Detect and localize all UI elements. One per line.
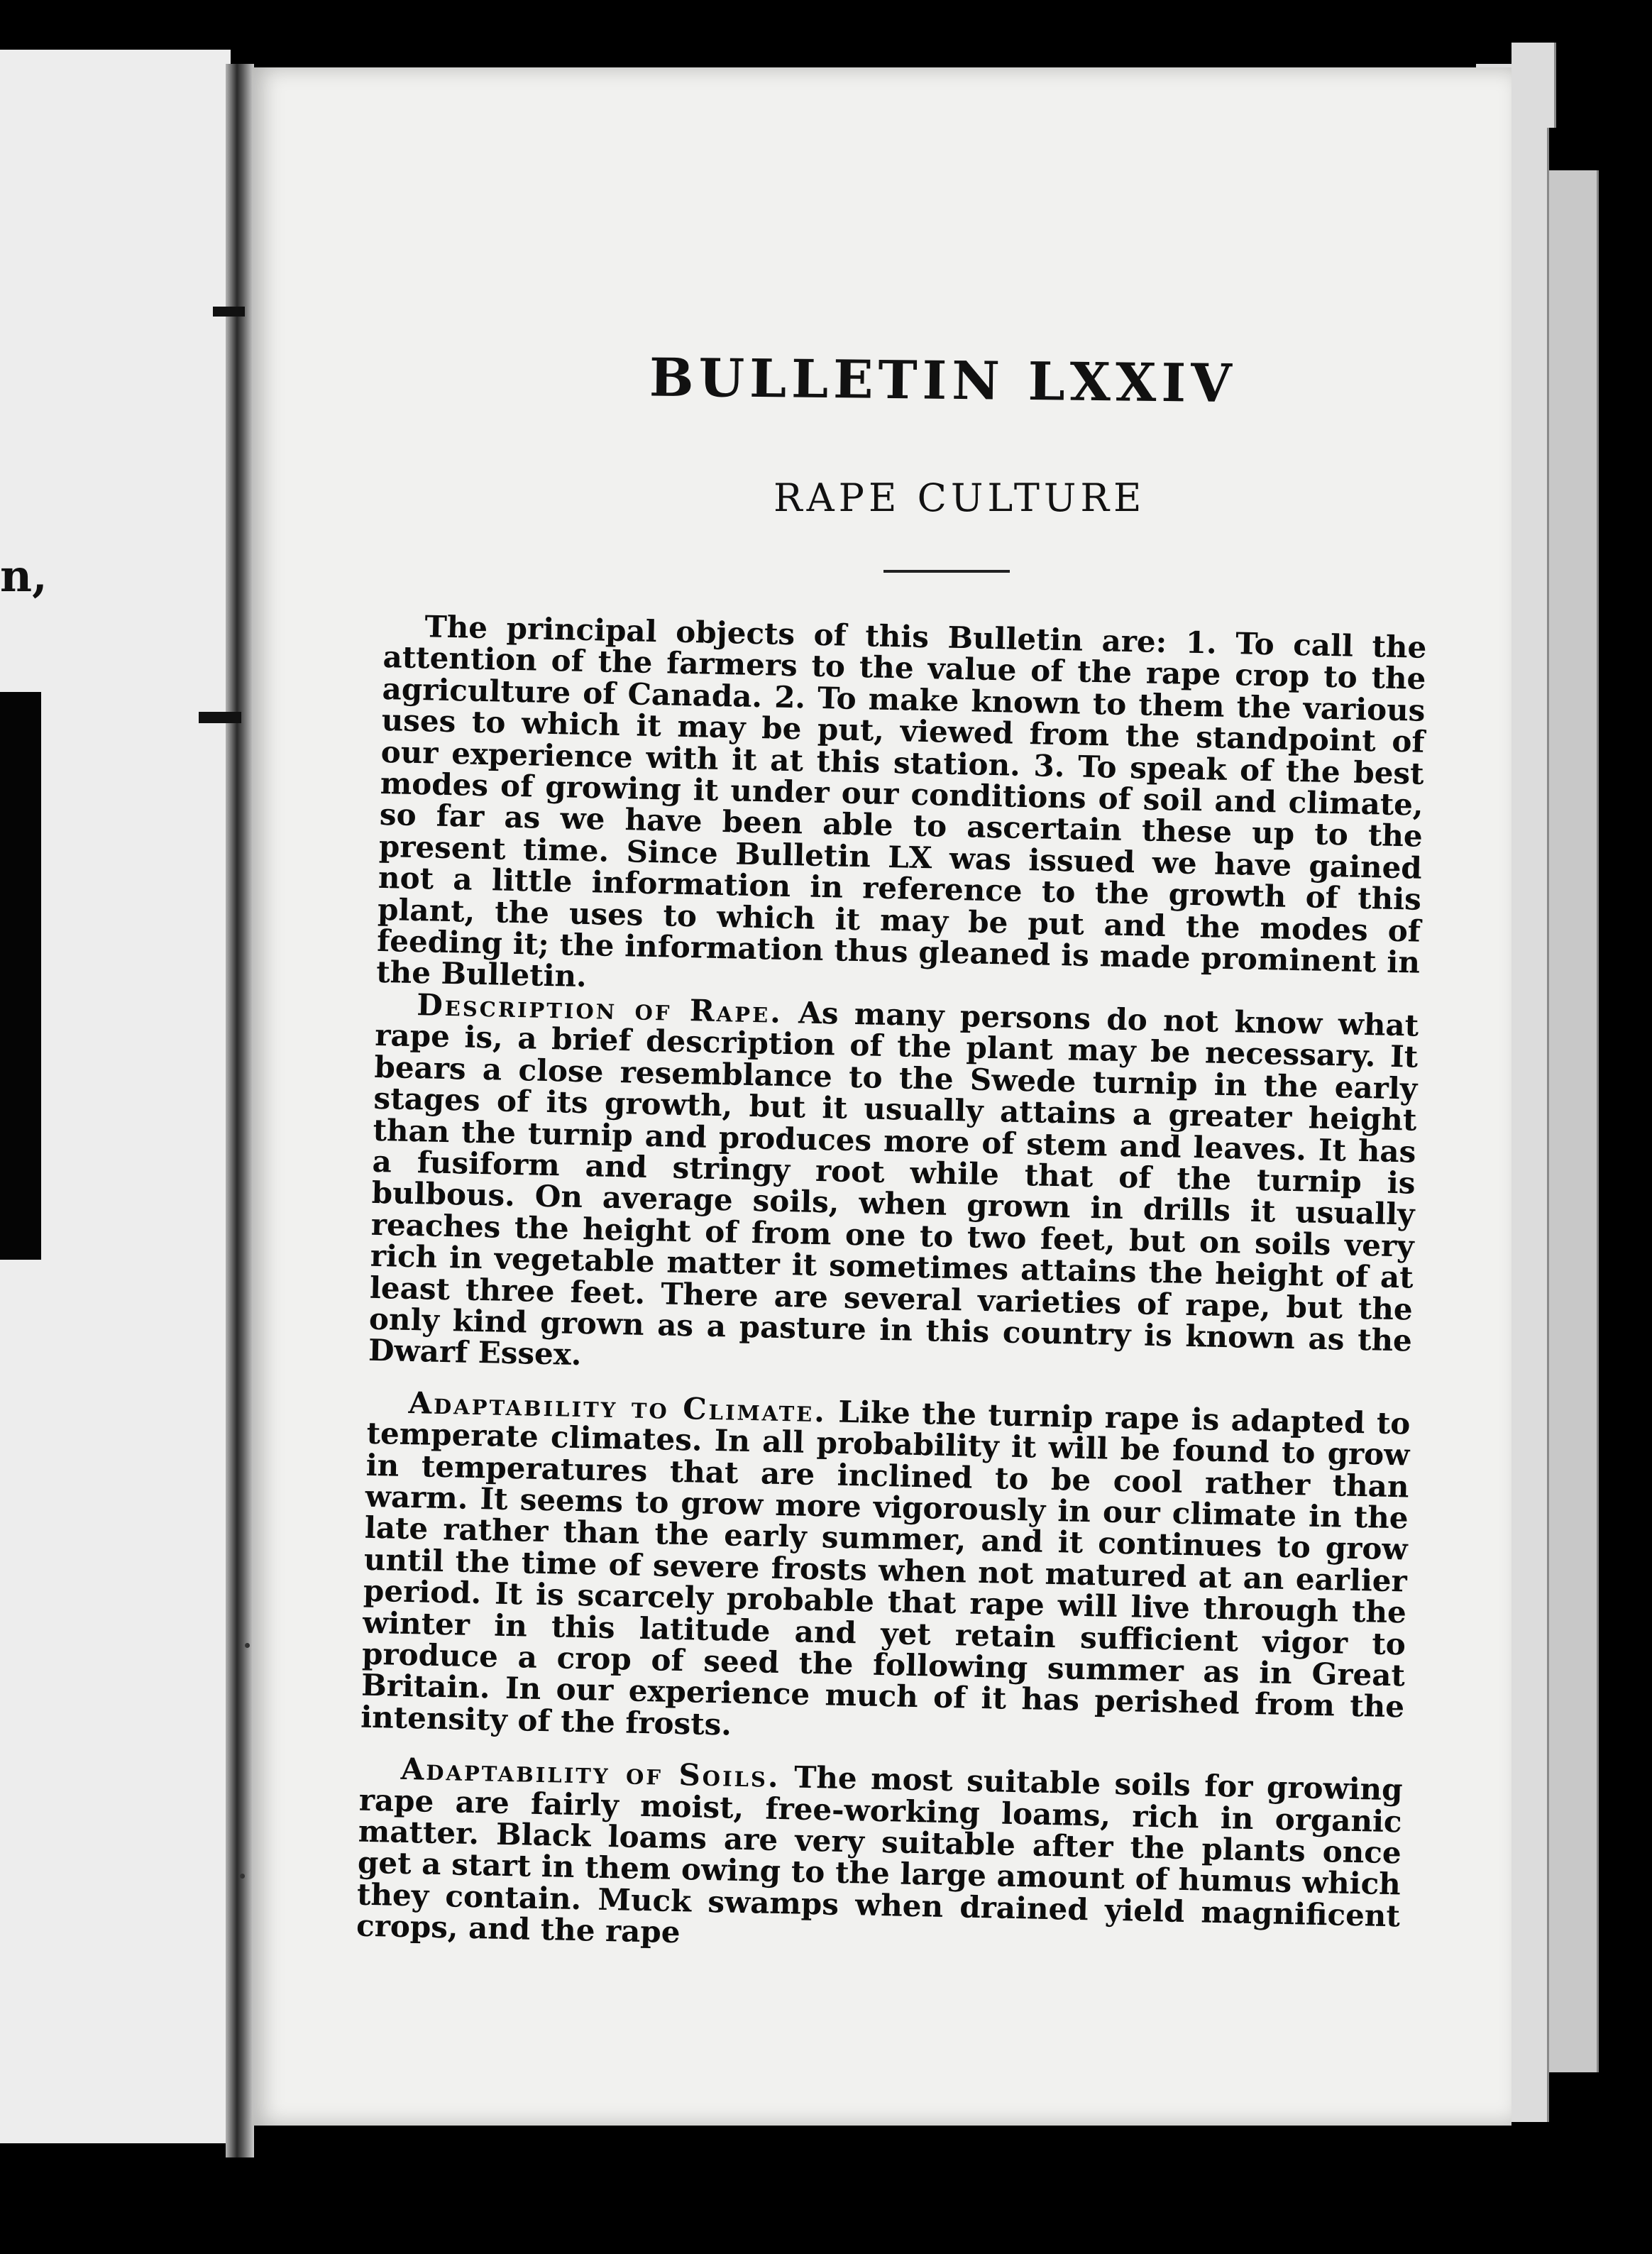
paragraph-text: The principal objects of this Bulletin are: 1. To call the attention of the farmers to the value of the rape crop to the agriculture of Canada. 2. To make known to them the various uses to which it may be put, viewed from the standpoint of our experience with it at this station. 3. To speak of the best modes of growing it under our conditions of soil and climate, so far as we have been able to ascertain these up to the present time. Since Bulletin LX was issued we have gained not a little information in reference to the growth of this plant, the uses to which it may be put and the modes of feeding it; the information thus gleaned is made prominent in the Bulletin. (375, 609, 1427, 994)
book-page (252, 67, 1511, 2126)
left-page-dark-block (0, 692, 41, 1260)
binding-stitch (213, 307, 245, 317)
page-stack-edge (1511, 43, 1556, 128)
left-page-text-fragment: n, (0, 550, 48, 602)
paragraph (356, 1753, 1403, 1964)
paragraph (368, 986, 1419, 1389)
book-gutter (226, 64, 254, 2157)
page-subtitle: RAPE CULTURE (773, 475, 1146, 520)
paragraph (360, 1387, 1411, 1755)
binding-stitch (199, 712, 241, 723)
section-heading: Adaptability to Climate. (408, 1385, 827, 1429)
body-text (356, 610, 1427, 1964)
binding-hole (245, 1643, 250, 1648)
binding-hole (240, 1874, 245, 1879)
section-heading: Description of Rape. (416, 986, 783, 1030)
paragraph-text: Like the turnip rape is adapted to temperate climates. In all probability it will be found to grow in temperatures that are inclined to be cool rather than warm. It seems to grow more vigorously in our climate in the late rather than the early summer, and it continues to grow until the time of severe frosts when not matured at an earlier period. It is scarcely probable that rape will live through the winter in this latitude and yet retain sufficient vigor to produce a crop of seed the following summer as in Great Britain. In our experience much of it has perished from the intensity of the frosts. (360, 1394, 1411, 1742)
paragraph-text: As many persons do not know what rape is, a brief description of the plant may be necessary. It bears a close resemblance to the Swede turnip in the early stages of its growth, but it usually attains a greater height than the turnip and produces more of stem and leaves. It has a fusiform and stringy root while that of the turnip is bulbous. On average soils, when grown in drills it usually reaches the height of from one to two feet, but on soils very rich in vegetable matter it sometimes attains the height of at least three feet. There are several varieties of rape, but the only kind grown as a pasture in this country is known as the Dwarf Essex. (368, 995, 1419, 1373)
page-title: BULLETIN LXXIV (649, 347, 1237, 415)
title-divider (883, 570, 1010, 573)
paragraph-text: The most suitable soils for growing rape are fairly moist, free-working loams, rich in organic matter. Black loams are very suitable after the plants once get a start in them owing to the large amount of humus which they contain. Muck swamps when drained yield magnificent crops, and the rape (356, 1759, 1404, 1950)
paragraph (376, 610, 1427, 1011)
section-heading: Adaptability of Soils. (400, 1752, 781, 1795)
